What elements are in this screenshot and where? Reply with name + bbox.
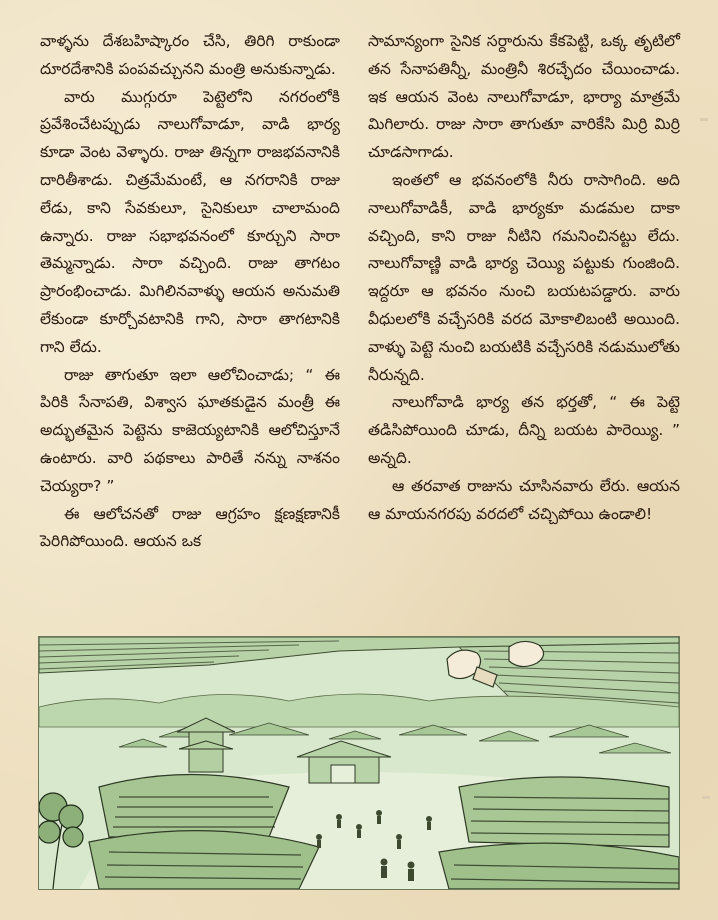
right-text-column bbox=[368, 28, 680, 528]
page-edge-mark bbox=[700, 118, 708, 121]
paragraph: ఇంతలో ఆ భవనంలోకి నీరు రాసాగింది. అది నాలుగోవాడికీ, వాడి భార్యకూ మడమల దాకా వచ్చింది, కాని రాజు నీటిని గమనించినట్టు లేదు. నాలుగోవాణ్ణి వాడి భార్య చెయ్యి పట్టుకు గుంజింది. ఇద్దరూ ఆ భవనం నుంచి బయటపడ్డారు. వారు వీధులలోకి వచ్చేసరికి వరద మోకాలిబంటి అయింది. వాళ్ళు పెట్టె నుంచి బయటికి వచ్చేసరికి నడుములోతు నీరున్నది. bbox=[368, 170, 680, 384]
paragraph: సామాన్యంగా సైనిక సర్దారును కేకపెట్టి, ఒక్క తృటిలో తన సేనాపతిన్నీ, మంత్రినీ శిరచ్ఛేదం చేయించాడు. ఇక ఆయన వెంట నాలుగోవాడూ, భార్యా మాత్రమే మిగిలారు. రాజు సారా తాగుతూ వారికేసి మిర్రి మిర్రి చూడసాగాడు. bbox=[368, 32, 680, 162]
page-edge-mark bbox=[702, 796, 710, 799]
paragraph: వారు ముగ్గురూ పెట్టెలోని నగరంలోకి ప్రవేశించేటప్పుడు నాలుగోవాడూ, వాడి భార్య కూడా వెంట వెళ్ళారు. రాజు తిన్నగా రాజభవనానికి దారితీశాడు. చిత్రమేమంటే, ఆ నగరానికి రాజు లేడు, కాని సేవకులూ, సైనికులూ చాలామంది ఉన్నారు. రాజు సభాభవనంలో కూర్చుని సారా తెమ్మన్నాడు. సారా వచ్చింది. రాజు తాగటం ప్రారంభించాడు. మిగిలినవాళ్ళు ఆయన అనుమతి లేకుండా కూర్చోవటానికి గాని, సారా తాగటానికి గాని లేదు. bbox=[40, 87, 340, 356]
paragraph: నాలుగోవాడి భార్య తన భర్తతో, “ ఈ పెట్టె తడిసిపోయింది చూడు, దీన్ని బయట పారెయ్యి. ” అన్నది. bbox=[368, 393, 680, 467]
paragraph: ఆ తరవాత రాజును చూసినవారు లేరు. ఆయన ఆ మాయనగరపు వరదలో చచ్చిపోయి ఉండాలి! bbox=[368, 476, 680, 523]
foreground-roof-right bbox=[439, 777, 679, 889]
left-text-column bbox=[40, 28, 340, 556]
city-in-box-illustration bbox=[38, 636, 680, 890]
paragraph: రాజు తాగుతూ ఇలా ఆలోచించాడు; “ ఈ పిరికి సేనాపతి, విశ్వాస ఘాతకుడైన మంత్రీ ఈ అద్భుతమైన పెట్టెను కాజెయ్యటానికి ఆలోచిస్తూనే ఉంటారు. వారి పథకాలు పారితే నన్ను నాశనం చెయ్యరా? ” bbox=[40, 365, 340, 495]
paragraph: ఈ ఆలోచనతో రాజు ఆగ్రహం క్షణక్షణానికీ పెరిగిపోయింది. ఆయన ఒక bbox=[40, 504, 340, 551]
paragraph: వాళ్ళను దేశబహిష్కారం చేసి, తిరిగి రాకుండా దూరదేశానికి పంపవచ్చునని మంత్రి అనుకున్నాడు. bbox=[40, 32, 340, 78]
